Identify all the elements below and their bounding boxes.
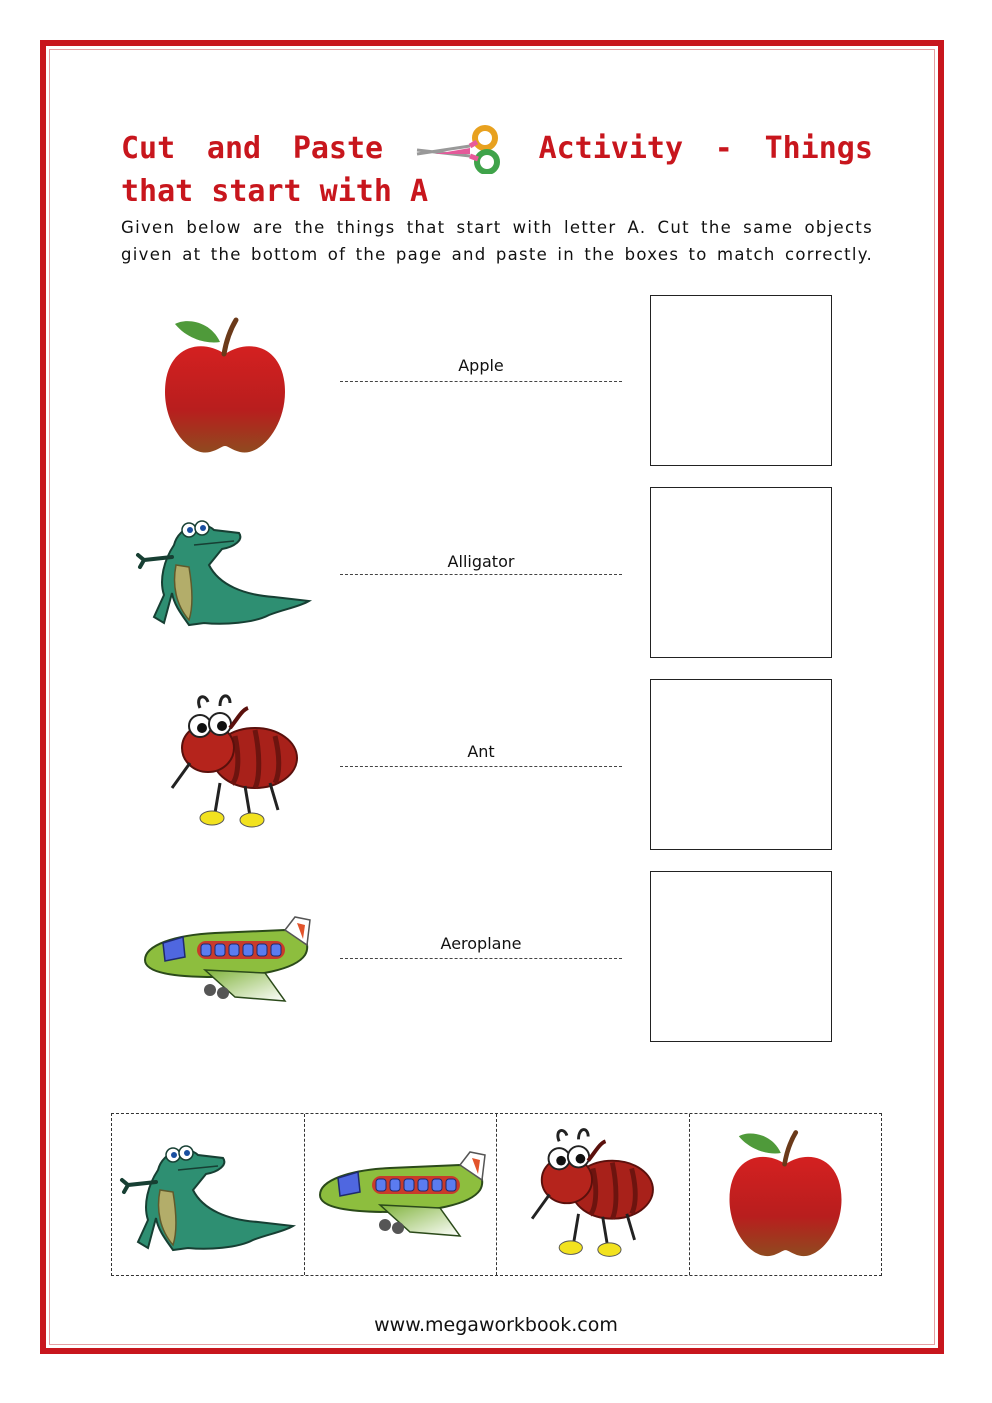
cutout-apple[interactable] bbox=[690, 1114, 882, 1275]
item-label-alligator: Alligator bbox=[447, 552, 515, 571]
page-title-line2: that start with A bbox=[121, 174, 429, 209]
cutout-aeroplane[interactable] bbox=[305, 1114, 498, 1275]
dotted-line bbox=[340, 958, 622, 959]
cut-out-strip bbox=[111, 1113, 882, 1276]
title-word-activity: Activity bbox=[538, 131, 684, 166]
title-word-and: and bbox=[206, 131, 262, 166]
paste-box[interactable] bbox=[650, 487, 832, 658]
instructions bbox=[121, 214, 873, 268]
paste-box[interactable] bbox=[650, 679, 832, 850]
cutout-ant[interactable] bbox=[497, 1114, 690, 1275]
alligator-icon bbox=[118, 1130, 298, 1260]
cutout-alligator[interactable] bbox=[112, 1114, 305, 1275]
paste-box[interactable] bbox=[650, 295, 832, 466]
aeroplane-icon bbox=[135, 915, 315, 1005]
alligator-icon bbox=[134, 505, 314, 635]
instructions-line1: Given below are the things that start with letter A. Cut the same objects bbox=[121, 218, 873, 237]
apple-icon bbox=[723, 1125, 848, 1265]
apple-icon bbox=[160, 312, 290, 462]
instructions-line2: given at the bottom of the page and paste in the boxes to match correctly. bbox=[121, 245, 873, 264]
dotted-line bbox=[340, 574, 622, 575]
title-word-paste: Paste bbox=[292, 131, 384, 166]
ant-icon bbox=[518, 1122, 668, 1267]
aeroplane-icon bbox=[310, 1150, 490, 1240]
dotted-line bbox=[340, 381, 622, 382]
footer-url: www.megaworkbook.com bbox=[374, 1314, 618, 1336]
ant-icon bbox=[160, 688, 310, 838]
item-label-apple: Apple bbox=[458, 356, 504, 375]
title-word-dash: - bbox=[714, 131, 733, 166]
paste-box[interactable] bbox=[650, 871, 832, 1042]
dotted-line bbox=[340, 766, 622, 767]
page-title-line1 bbox=[121, 124, 873, 174]
item-label-aeroplane: Aeroplane bbox=[440, 934, 522, 953]
item-label-ant: Ant bbox=[467, 742, 495, 761]
title-word-cut: Cut bbox=[121, 131, 176, 166]
title-word-things: Things bbox=[764, 131, 873, 166]
scissors-icon bbox=[415, 124, 507, 174]
